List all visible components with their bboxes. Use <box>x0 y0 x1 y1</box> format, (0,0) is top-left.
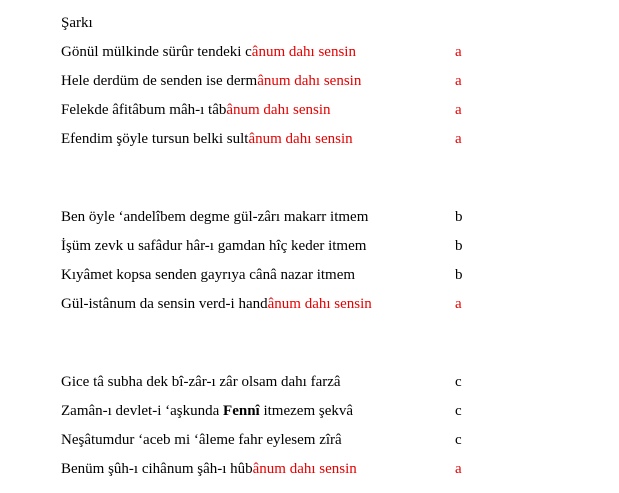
refrain-text: ânum dahı sensin <box>226 102 331 118</box>
rhyme-label: a <box>455 296 462 312</box>
stanza-1-line-2 <box>61 72 361 90</box>
stanza-1-line-3 <box>61 101 331 119</box>
stanza-3-line-3 <box>61 431 342 449</box>
line-text: Gönül mülkinde sürûr tendeki c <box>61 44 252 60</box>
rhyme-label: b <box>455 238 463 254</box>
rhyme-label: b <box>455 209 463 225</box>
poem-title: Şarkı <box>61 15 93 31</box>
line-text: Benüm şûh-ı cihânum şâh-ı hûb <box>61 461 253 477</box>
stanza-1-line-1 <box>61 43 356 61</box>
stanza-2-line-2 <box>61 237 366 255</box>
refrain-text: ânum dahı sensin <box>267 296 372 312</box>
rhyme-label: a <box>455 73 462 89</box>
line-text: Gice tâ subha dek bî-zâr-ı zâr olsam dahı farzâ <box>61 374 341 390</box>
stanza-2-line-4 <box>61 295 372 313</box>
line-text: Gül-istânum da sensin verd-i hand <box>61 296 268 312</box>
refrain-text: ânum dahı sensin <box>252 461 357 477</box>
refrain-text: ânum dahı sensin <box>257 73 362 89</box>
rhyme-label: b <box>455 267 463 283</box>
rhyme-label: a <box>455 102 462 118</box>
line-text: Hele derdüm de senden ise derm <box>61 73 258 89</box>
rhyme-label: c <box>455 432 462 448</box>
rhyme-label: a <box>455 44 462 60</box>
stanza-3-line-1 <box>61 373 341 391</box>
stanza-2-line-3 <box>61 266 355 284</box>
stanza-3-line-2 <box>61 402 353 420</box>
refrain-text: ânum dahı sensin <box>248 131 353 147</box>
rhyme-label: a <box>455 131 462 147</box>
line-text: Neşâtumdur ‘aceb mi ‘âleme fahr eylesem zîrâ <box>61 432 342 448</box>
rhyme-label: c <box>455 403 462 419</box>
line-text: Kıyâmet kopsa senden gayrıya cânâ nazar itmem <box>61 267 356 283</box>
line-text: İşüm zevk u safâdur hâr-ı gamdan hîç keder itmem <box>61 238 367 254</box>
stanza-1-line-4 <box>61 130 353 148</box>
line-text: Efendim şöyle tursun belki sult <box>61 131 249 147</box>
stanza-2-line-1 <box>61 208 368 226</box>
rhyme-label: c <box>455 374 462 390</box>
stanza-3-line-4 <box>61 460 357 478</box>
line-text: itmezem şekvâ <box>259 403 354 419</box>
line-text: Felekde âfitâbum mâh-ı tâb <box>61 102 227 118</box>
refrain-text: ânum dahı sensin <box>251 44 356 60</box>
rhyme-label: a <box>455 461 462 477</box>
poet-name: Fennî <box>223 403 260 419</box>
line-text: Zamân-ı devlet-i ‘aşkunda <box>61 403 224 419</box>
line-text: Ben öyle ‘andelîbem degme gül-zârı makarr itmem <box>61 209 369 225</box>
